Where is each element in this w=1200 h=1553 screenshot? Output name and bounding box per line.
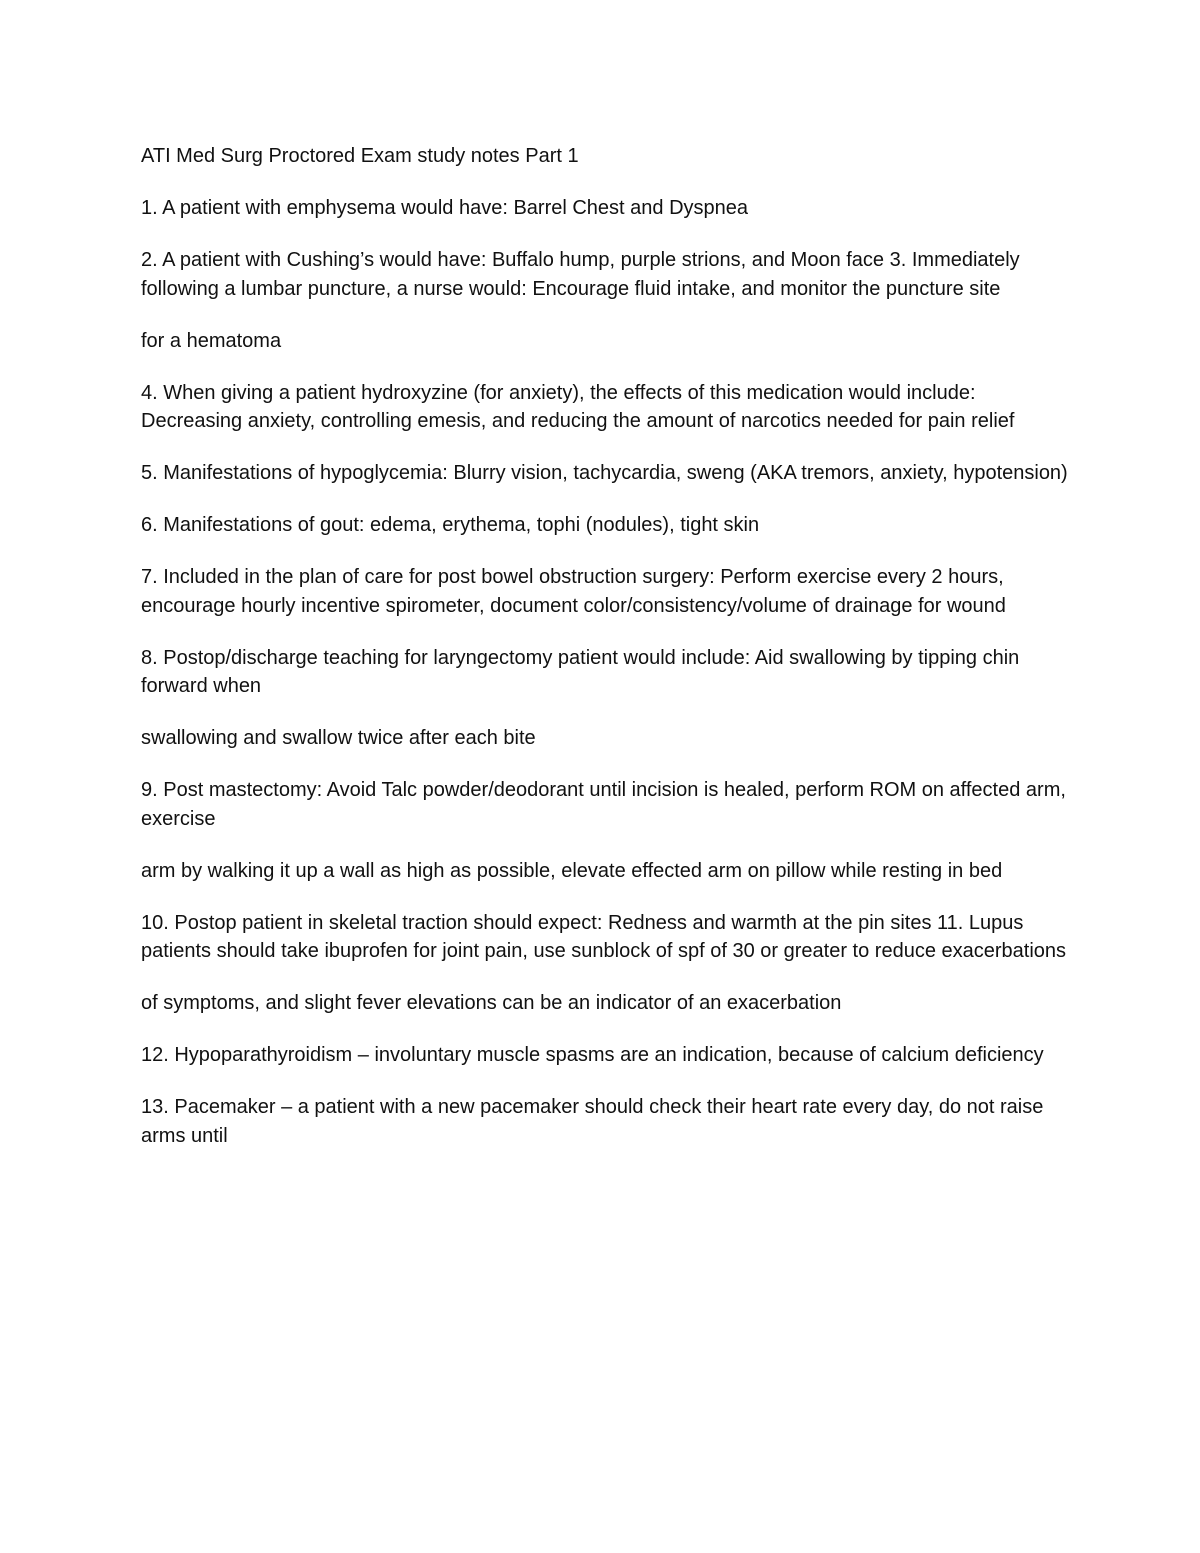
note-item: 1. A patient with emphysema would have: Barrel Chest and Dyspnea xyxy=(141,197,749,219)
note-item: 12. Hypoparathyroidism – involuntary muscle spasms are an indication, because of calcium deficiency xyxy=(141,1044,1044,1066)
note-item: 10. Postop patient in skeletal traction should expect: Redness and warmth at the pin sites 11. Lupus patients should take ibuprofen for joint pain, use sunblock of spf of 30 or greater to reduce exacerbations xyxy=(141,911,1067,962)
note-continuation: arm by walking it up a wall as high as possible, elevate effected arm on pillow while resting in bed xyxy=(141,859,1003,882)
note-continuation: swallowing and swallow twice after each bite xyxy=(141,727,536,749)
note-item: 7. Included in the plan of care for post bowel obstruction surgery: Perform exercise every 2 hours, encourage hourly incentive spirometer, document color/consistency/volume of drainage for wound xyxy=(141,566,1006,617)
note-item: 13. Pacemaker – a patient with a new pacemaker should check their heart rate every day, do not raise arms until xyxy=(141,1096,1044,1147)
note-continuation: of symptoms, and slight fever elevations can be an indicator of an exacerbation xyxy=(141,992,842,1014)
note-item: 4. When giving a patient hydroxyzine (for anxiety), the effects of this medication would include: Decreasing anxiety, controlling emesis, and reducing the amount of narcotics needed for pain relief xyxy=(141,381,1015,432)
note-item: 9. Post mastectomy: Avoid Talc powder/deodorant until incision is healed, perform ROM on affected arm, exercise xyxy=(141,779,1066,830)
note-continuation: for a hematoma xyxy=(141,329,282,352)
document-title: ATI Med Surg Proctored Exam study notes Part 1 xyxy=(141,145,579,167)
note-item: 8. Postop/discharge teaching for laryngectomy patient would include: Aid swallowing by tipping chin forward when xyxy=(141,646,1020,697)
note-item: 6. Manifestations of gout: edema, erythema, tophi (nodules), tight skin xyxy=(141,514,760,536)
note-item: 5. Manifestations of hypoglycemia: Blurry vision, tachycardia, sweng (AKA tremors, anxiety, hypotension) xyxy=(141,462,1068,484)
note-item: 2. A patient with Cushing’s would have: Buffalo hump, purple strions, and Moon face 3. Immediately following a lumbar puncture, a nurse would: Encourage fluid intake, and monitor the puncture site xyxy=(141,249,1020,300)
document-body xyxy=(141,142,1071,1174)
